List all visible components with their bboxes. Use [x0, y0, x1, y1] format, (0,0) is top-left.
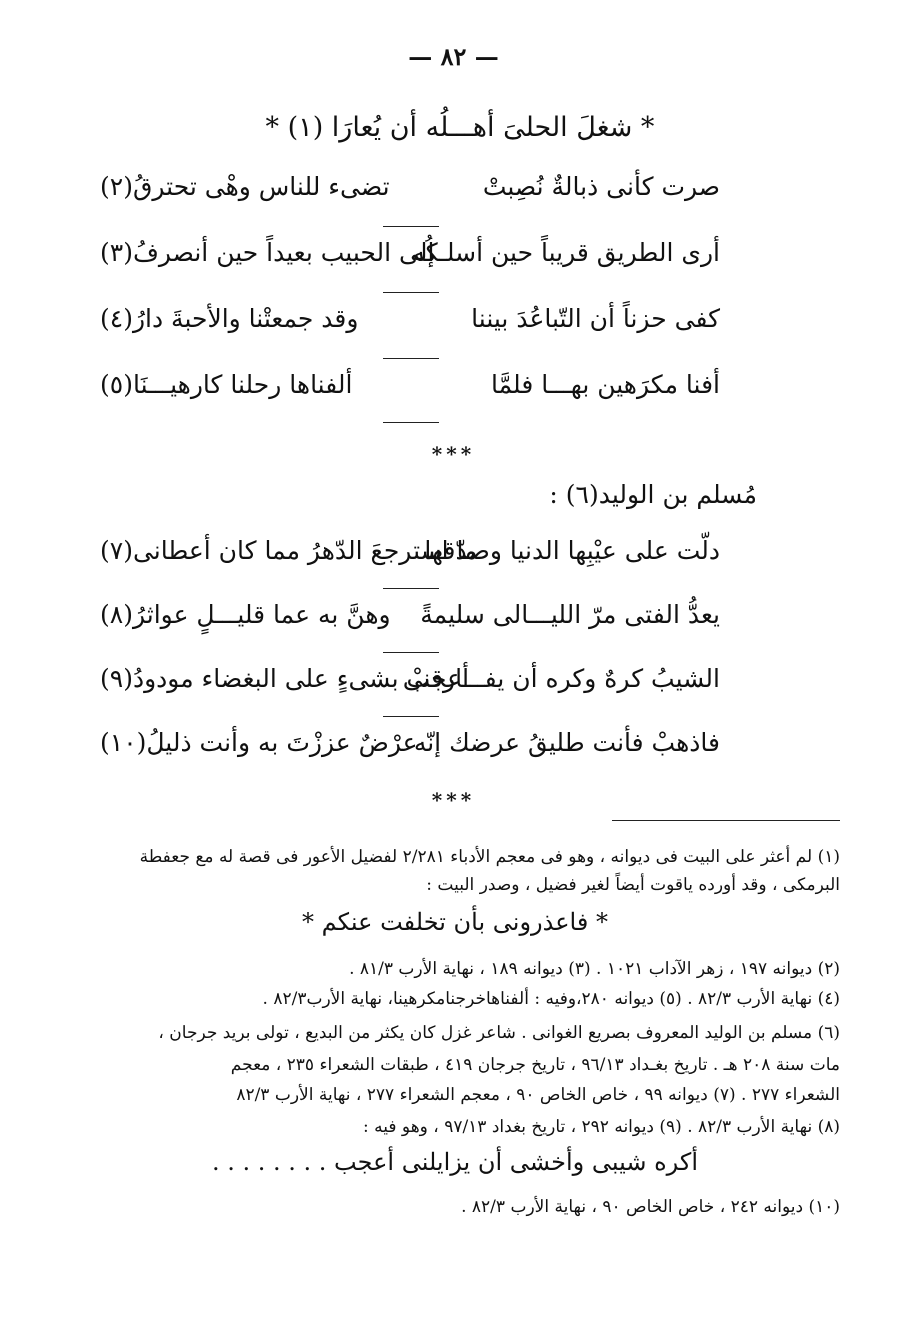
footnote-9-quote: أكره شيبى وأخشى أن يزايلنى أعجب . . . . . . . . [211, 1148, 699, 1176]
verse-first-hemistich: كفى حزناً أن التّباعُدَ بيننا [471, 304, 720, 333]
verse-second-hemistich: ألفناها رحلنا كارهيـــنَا(٥) [100, 370, 353, 399]
verse-divider [383, 358, 439, 359]
footnote-6-line-1: (٦) مسلم بن الوليد المعروف بصريع الغوانى . شاعر غزل كان يكثر من البديع ، تولى بريد جرجان ، [158, 1023, 840, 1043]
verse-4 [100, 370, 720, 420]
verse-second-hemistich: عرْضٌ عززْتَ به وأنت ذليلُ(١٠) [100, 728, 418, 757]
verse-second-hemistich: وقد جمعتْنا والأحبةَ دارُ(٤) [100, 304, 359, 333]
verse-divider [383, 652, 439, 653]
verse-second-hemistich: وهنَّ به عما قليـــلٍ عواثرُ(٨) [100, 600, 391, 629]
verse-2 [100, 238, 720, 288]
page-number: — ٨٢ — [408, 42, 499, 71]
verse-first-hemistich: صرت كأنى ذبالةٌ نُصِبتْ [482, 172, 720, 201]
verse-divider [383, 226, 439, 227]
footnote-1-quote: * فاعذرونى بأن تخلفت عنكم * [302, 908, 608, 936]
verse-divider [383, 292, 439, 293]
verse-first-hemistich: يعدُّ الفتى مرّ الليـــالى سليمةً [420, 600, 720, 629]
verse-first-hemistich: أرى الطريق قريباً حين أسلـكُه [412, 238, 720, 267]
footnote-8-9: (٨) نهاية الأرب ٨٢/٣ . (٩) ديوانه ٢٩٢ ، تاريخ بغداد ٩٧/١٣ ، وهو فيه : [363, 1117, 840, 1137]
verse-8 [100, 728, 720, 778]
footnote-4-5: (٤) نهاية الأرب ٨٢/٣ . (٥) ديوانه ٢٨٠،وفيه : ألفناهاخرجنامكرهينا، نهاية الأرب٨٢/٣ . [262, 989, 840, 1009]
footnote-1-line-2: البرمكى ، وقد أورده ياقوت أيضاً لغير فضيل ، وصدر البيت : [426, 875, 840, 895]
verse-first-hemistich: فاذهبْ فأنت طليقُ عرضك إنّه [413, 728, 720, 757]
verse-divider [383, 422, 439, 423]
section-separator: *** [431, 442, 476, 466]
verse-3 [100, 304, 720, 354]
verse-second-hemistich: ما استرجعَ الدّهرُ مما كان أعطانى(٧) [100, 536, 478, 565]
verse-first-hemistich: الشيبُ كرهٌ وكره أن يفـــارقنى [402, 664, 720, 693]
footnote-1-line-1: (١) لم أعثر على البيت فى ديوانه ، وهو فى معجم الأدباء ٢/٢٨١ لفضيل الأعور فى قصة له مع جعفطة [139, 847, 840, 867]
verse-5 [100, 536, 720, 586]
intro-hemistich: * شغلَ الحلىَ أهـــلُه أن يُعارَا (١) * [265, 112, 655, 143]
footnote-2-3: (٢) ديوانه ١٩٧ ، زهر الآداب ١٠٢١ . (٣) ديوانه ١٨٩ ، نهاية الأرب ٨١/٣ . [349, 959, 840, 979]
verse-7 [100, 664, 720, 714]
poet-heading: مُسلم بن الوليد(٦) : [549, 480, 757, 509]
footnote-10: (١٠) ديوانه ٢٤٢ ، خاص الخاص ٩٠ ، نهاية الأرب ٨٢/٣ . [461, 1197, 840, 1217]
verse-first-hemistich: أفنا مكرَهين بهـــا فلمَّا [490, 370, 720, 399]
section-separator: *** [431, 788, 476, 812]
verse-divider [383, 716, 439, 717]
verse-first-hemistich: دلّت على عيْبِها الدنيا وصدّقها [424, 536, 720, 565]
verse-second-hemistich: تضىء للناس وهْى تحترقُ(٢) [100, 172, 390, 201]
verse-6 [100, 600, 720, 650]
verse-1 [100, 172, 720, 222]
footnote-6-7: الشعراء ٢٧٧ . (٧) ديوانه ٩٩ ، خاص الخاص ٩٠ ، معجم الشعراء ٢٧٧ ، نهاية الأرب ٨٢/٣ [236, 1085, 840, 1105]
verse-divider [383, 588, 439, 589]
verse-second-hemistich: أعجبْ بشىءٍ على البغضاء مودودُ(٩) [100, 664, 470, 693]
verse-second-hemistich: إلى الحبيب بعيداً حين أنصرفُ(٣) [100, 238, 435, 267]
verse-divider-row [100, 422, 720, 424]
footnote-rule [612, 820, 840, 821]
footnote-6-line-2: مات سنة ٢٠٨ هـ . تاريخ بغـداد ٩٦/١٣ ، تاريخ جرجان ٤١٩ ، طبقات الشعراء ٢٣٥ ، معجم [230, 1055, 840, 1075]
